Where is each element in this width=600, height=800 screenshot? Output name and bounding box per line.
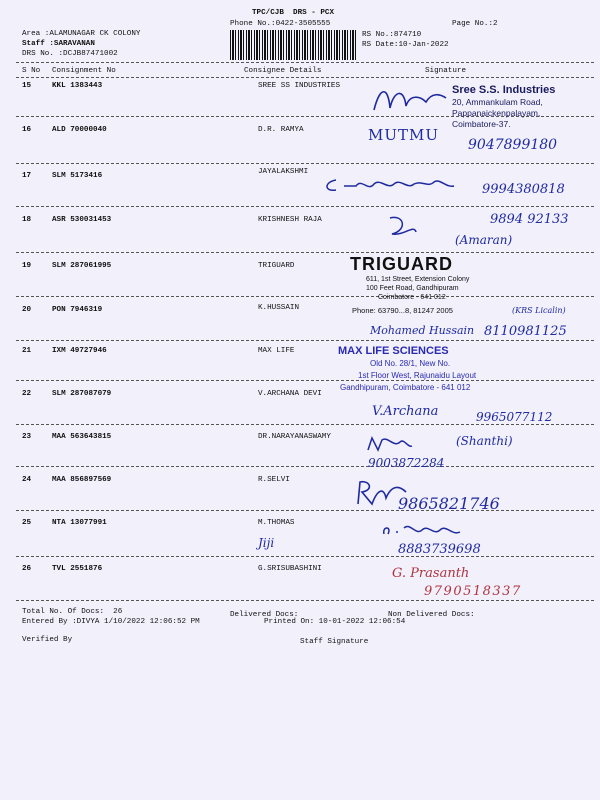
verified-by: Verified By xyxy=(22,636,73,644)
table-row xyxy=(0,262,600,306)
row-sno: 24 xyxy=(22,476,32,484)
triguard-stamp-addr2: 100 Feet Road, Gandhipuram xyxy=(366,285,459,292)
handwritten-phone: 9965077112 xyxy=(476,410,553,424)
handwritten-phone: 8883739698 xyxy=(398,542,481,557)
col-consignee: Consignee Details xyxy=(244,67,322,75)
staff-label: Staff :SARAVANAN xyxy=(22,40,95,48)
entered-by: Entered By :DIVYA 1/10/2022 12:06:52 PM xyxy=(22,618,200,626)
signature-scribble xyxy=(322,174,472,196)
rs-date: RS Date:10-Jan-2022 xyxy=(362,41,449,49)
row-sno: 20 xyxy=(22,306,32,314)
row-consignee: M.THOMAS xyxy=(258,519,295,527)
col-consignment: Consignment No xyxy=(52,67,116,75)
row-sno: 16 xyxy=(22,126,32,134)
handwritten-phone: 9003872284 xyxy=(368,456,445,470)
non-delivered-docs: Non Delivered Docs: xyxy=(388,611,475,619)
triguard-stamp-addr1: 611, 1st Street, Extension Colony xyxy=(366,276,470,283)
signature-scribble xyxy=(384,212,420,240)
row-sno: 17 xyxy=(22,172,32,180)
divider xyxy=(16,163,594,164)
row-sno: 23 xyxy=(22,433,32,441)
document-title: TPC/CJB DRS - PCX xyxy=(252,9,335,17)
row-consignment: SLM 287087079 xyxy=(52,390,112,398)
row-consignment: ASR 530031453 xyxy=(52,216,112,224)
page-number: Page No.:2 xyxy=(452,20,498,28)
row-consignee: K.HUSSAIN xyxy=(258,304,300,312)
barcode xyxy=(230,30,356,60)
row-sno: 26 xyxy=(22,565,32,573)
handwritten-name: Jiji xyxy=(258,536,275,550)
handwritten-phone: 9865821746 xyxy=(398,494,500,513)
row-consignment: PON 7946319 xyxy=(52,306,103,314)
handwritten-name: (Amaran) xyxy=(455,233,513,247)
row-sno: 18 xyxy=(22,216,32,224)
sree-ss-stamp-addr3: Coimbatore-37. xyxy=(452,119,511,129)
handwritten-phone: 8110981125 xyxy=(484,324,567,339)
area-label: Area :ALAMUNAGAR CK COLONY xyxy=(22,30,141,38)
handwritten-phone: 9994380818 xyxy=(482,182,565,197)
row-sno: 21 xyxy=(22,347,32,355)
triguard-stamp-addr3: Coimbatore - 641 012 xyxy=(378,294,446,301)
maxlife-stamp-addr2: 1st Floor West, Rajunaidu Layout xyxy=(358,371,477,380)
row-sno: 15 xyxy=(22,82,32,90)
row-consignee: D.R. RAMYA xyxy=(258,126,304,134)
total-docs: Total No. Of Docs: 26 xyxy=(22,608,123,616)
sree-ss-stamp-name: Sree S.S. Industries xyxy=(452,84,556,96)
row-consignment: TVL 2551876 xyxy=(52,565,103,573)
divider xyxy=(16,340,594,341)
row-consignment: SLM 287061995 xyxy=(52,262,112,270)
row-consignee: DR.NARAYANASWAMY xyxy=(258,433,331,441)
triguard-stamp-phone: Phone: 63790...8, 81247 2005 xyxy=(352,306,453,315)
row-consignment: IXM 49727946 xyxy=(52,347,107,355)
col-sno: S No xyxy=(22,67,41,75)
rs-number: RS No.:874710 xyxy=(362,31,422,39)
handwritten-note: (KRS Licalin) xyxy=(512,306,566,315)
staff-signature: Staff Signature xyxy=(300,638,369,646)
handwritten-name: Mohamed Hussain xyxy=(370,324,475,337)
row-consignment: ALD 70000040 xyxy=(52,126,107,134)
divider xyxy=(16,252,594,253)
row-consignee: G.SRISUBASHINI xyxy=(258,565,322,573)
row-consignee: KRISHNESH RAJA xyxy=(258,216,322,224)
divider xyxy=(16,380,594,381)
divider xyxy=(16,510,594,511)
triguard-stamp-name: TRIGUARD xyxy=(350,254,453,274)
divider xyxy=(16,556,594,557)
phone-number: Phone No.:0422-3505555 xyxy=(230,20,331,28)
row-consignee: R.SELVI xyxy=(258,476,290,484)
divider xyxy=(16,62,594,63)
row-consignment: MAA 563643815 xyxy=(52,433,112,441)
row-consignment: SLM 5173416 xyxy=(52,172,103,180)
row-consignment: NTA 13077991 xyxy=(52,519,107,527)
printed-on: Printed On: 10-01-2022 12:06:54 xyxy=(264,618,406,626)
row-sno: 25 xyxy=(22,519,32,527)
row-consignment: MAA 856897569 xyxy=(52,476,112,484)
sree-ss-stamp-addr1: 20, Ammankulam Road, xyxy=(452,97,543,107)
maxlife-stamp-addr1: Old No. 28/1, New No. xyxy=(370,359,451,368)
drs-number: DRS No. :DCJB87471002 xyxy=(22,50,118,58)
row-consignment: KKL 1383443 xyxy=(52,82,103,90)
divider xyxy=(16,296,594,297)
row-consignee: MAX LIFE xyxy=(258,347,295,355)
table-row xyxy=(0,476,600,520)
col-signature: Signature xyxy=(425,67,467,75)
row-consignee: SREE SS INDUSTRIES xyxy=(258,82,341,90)
handwritten-name: V.Archana xyxy=(372,404,439,419)
divider xyxy=(16,206,594,207)
row-sno: 19 xyxy=(22,262,32,270)
maxlife-stamp-name: MAX LIFE SCIENCES xyxy=(338,345,449,357)
handwritten-name: MUTMU xyxy=(368,126,440,144)
divider xyxy=(16,424,594,425)
row-consignee: JAYALAKSHMI xyxy=(258,168,309,176)
handwritten-name: G. Prasanth xyxy=(392,566,470,581)
handwritten-phone: 9047899180 xyxy=(468,137,558,153)
handwritten-phone: 9894 92133 xyxy=(490,212,569,227)
delivered-docs: Delivered Docs: xyxy=(230,611,299,619)
sree-ss-stamp-addr2: Pappanaickenpalayam, xyxy=(452,108,541,118)
signature-scribble xyxy=(364,434,414,454)
divider xyxy=(16,77,594,78)
signature-scribble xyxy=(370,82,450,116)
maxlife-stamp-addr3: Gandhipuram, Coimbatore - 641 012 xyxy=(340,383,471,392)
divider xyxy=(16,466,594,467)
divider xyxy=(16,600,594,601)
row-sno: 22 xyxy=(22,390,32,398)
row-consignee: V.ARCHANA DEVI xyxy=(258,390,322,398)
handwritten-name: (Shanthi) xyxy=(456,434,513,448)
signature-scribble xyxy=(380,520,470,542)
table-row xyxy=(0,347,600,391)
handwritten-phone: 9790518337 xyxy=(424,584,522,599)
row-consignee: TRIGUARD xyxy=(258,262,295,270)
